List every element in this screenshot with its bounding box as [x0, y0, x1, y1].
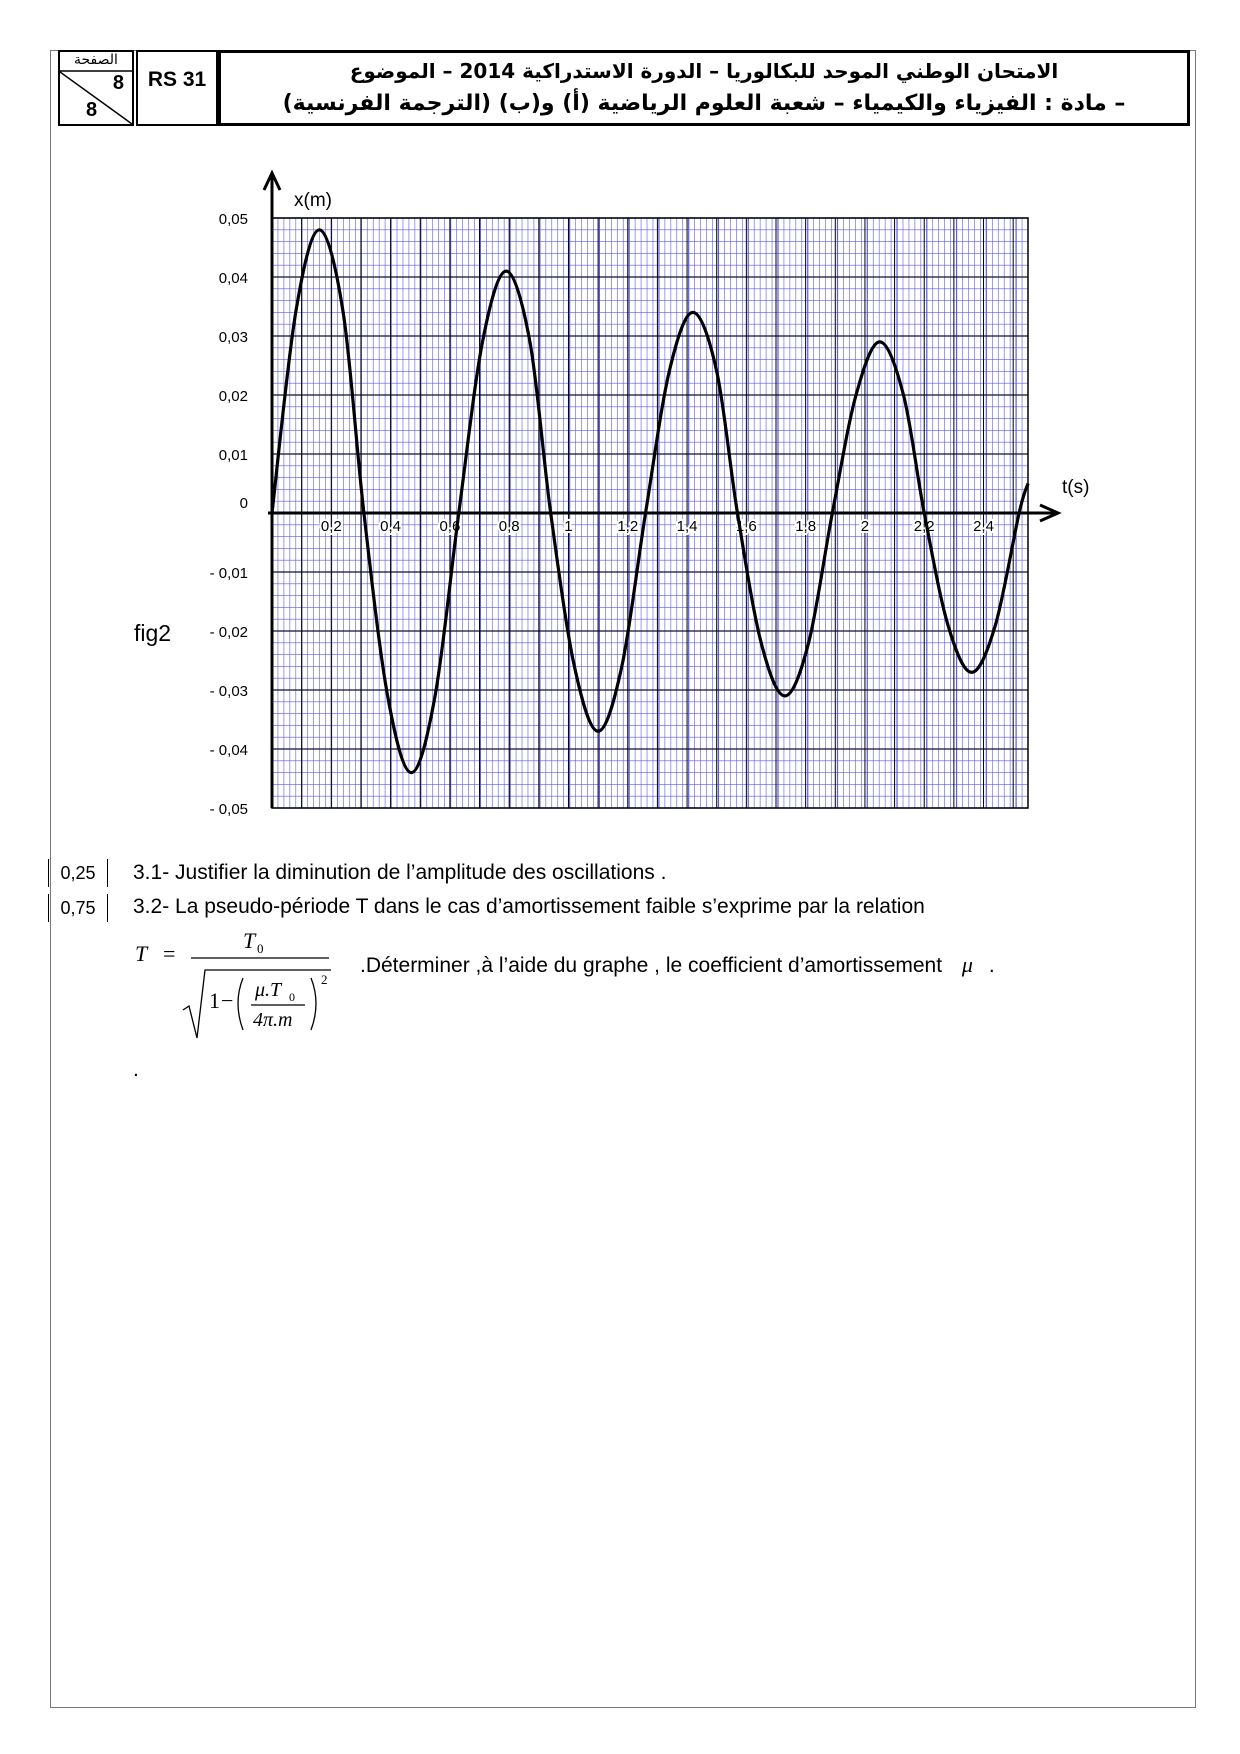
y-axis-label: x(m) — [294, 190, 332, 211]
formula-minus: − — [221, 988, 234, 1013]
y-tick-label: 0,02 — [218, 388, 248, 405]
exam-title-line2: – مادة : الفيزياء والكيمياء – شعبة العلوم الرياضية (أ) و(ب) (الترجمة الفرنسية) — [282, 91, 1126, 116]
y-tick-label: 0,04 — [218, 270, 248, 287]
oscillation-chart — [0, 0, 1240, 840]
formula-inner-denominator: 4π.m — [253, 1009, 293, 1031]
right-paren — [311, 978, 316, 1030]
pseudo-period-formula — [133, 928, 353, 1053]
x-axis-label: t(s) — [1062, 477, 1090, 498]
trailing-dot: . — [133, 1058, 139, 1081]
figure-label: fig2 — [134, 620, 172, 646]
x-tick-label: 0,2 — [320, 518, 342, 535]
page-label: الصفحة — [74, 52, 118, 68]
x-tick-label: 1 — [564, 518, 573, 535]
formula-numerator-sub: 0 — [257, 941, 264, 956]
formula-exponent: 2 — [321, 972, 328, 987]
formula-one: 1 — [209, 988, 220, 1013]
x-tick-label: 1,2 — [617, 518, 639, 535]
left-paren — [238, 978, 243, 1030]
y-tick-label: - 0,02 — [209, 624, 248, 641]
score-q32: 0,75 — [48, 894, 108, 922]
formula-instruction-text: .Déterminer ,à l’aide du graphe , le coefficient d’amortissement — [360, 954, 943, 977]
mu-symbol: μ — [961, 952, 973, 977]
x-tick-label: 0,6 — [439, 518, 461, 535]
x-tick-label: 2,2 — [913, 518, 935, 535]
exam-title-line1: الامتحان الوطني الموحد للبكالوريا – الدورة الاستدراكية 2014 – الموضوع — [349, 59, 1059, 83]
y-tick-label: 0,03 — [218, 329, 248, 346]
score-q31: 0,25 — [48, 859, 108, 887]
x-tick-label: 0,4 — [380, 518, 402, 535]
formula-inner-sub: 0 — [289, 990, 295, 1004]
x-tick-label: 0,8 — [498, 518, 520, 535]
formula-instruction — [360, 952, 995, 978]
y-tick-label: 0,05 — [218, 211, 248, 228]
y-tick-label: 0 — [239, 495, 248, 512]
y-tick-label: - 0,03 — [209, 683, 248, 700]
page-total: 8 — [86, 99, 98, 121]
x-tick-label: 2,4 — [973, 518, 994, 535]
y-tick-label: - 0,05 — [209, 801, 248, 818]
question-3-1: 3.1- Justifier la diminution de l’amplitude des oscillations . — [133, 861, 667, 884]
formula-lhs: T — [135, 941, 148, 966]
formula-equals: = — [163, 941, 176, 966]
page-current: 8 — [112, 72, 124, 94]
y-tick-label: - 0,01 — [209, 565, 248, 582]
formula-inner-numerator: μ.T — [255, 979, 282, 1001]
formula-numerator: T — [243, 928, 256, 953]
x-tick-label: 1,8 — [795, 518, 817, 535]
formula-instruction-end: . — [988, 954, 995, 977]
y-tick-label: - 0,04 — [209, 742, 248, 759]
x-tick-label: 1,4 — [676, 518, 698, 535]
x-tick-label: 2 — [860, 518, 870, 535]
exam-code: RS 31 — [136, 50, 218, 126]
y-tick-label: 0,01 — [218, 447, 248, 464]
question-3-2: 3.2- La pseudo-période T dans le cas d’amortissement faible s’exprime par la relation — [133, 895, 925, 918]
x-tick-label: 1,6 — [735, 518, 757, 535]
